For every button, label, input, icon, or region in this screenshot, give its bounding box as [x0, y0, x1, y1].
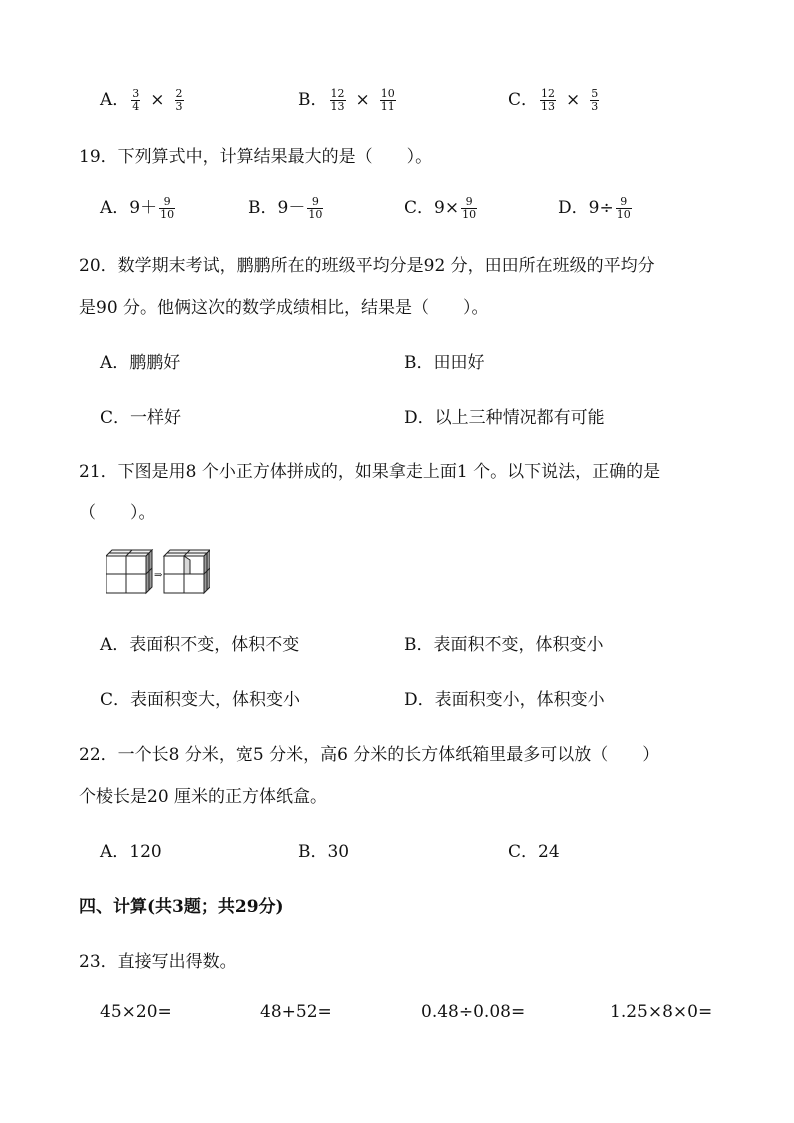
- fraction: [307, 196, 323, 221]
- numerator: 10: [380, 87, 395, 100]
- q19-option-d: [558, 193, 634, 221]
- denominator: 10: [616, 208, 631, 221]
- option-label: B．: [298, 90, 328, 110]
- q21-question-line1: 21．下图是用8 个小正方体拼成的，如果拿走上面1 个。以下说法，正确的是: [79, 462, 661, 482]
- section-title: 四、计算(共3题；共29分): [79, 897, 284, 917]
- operator: ×: [355, 90, 370, 110]
- q23-question: 23．直接写出得数。: [79, 952, 237, 972]
- q22-question-line1: 22．一个长8 分米，宽5 分米，高6 分米的长方体纸箱里最多可以放（ ）: [79, 745, 660, 765]
- fraction: [131, 88, 140, 113]
- denominator: 13: [330, 100, 345, 113]
- q20-option-b: B．田田好: [404, 353, 485, 373]
- denominator: 13: [541, 100, 556, 113]
- q18-option-b: [298, 85, 398, 113]
- denominator: 4: [132, 100, 140, 113]
- denominator: 3: [175, 100, 183, 113]
- cube-diagram: [106, 549, 210, 600]
- numerator: 12: [541, 87, 556, 100]
- expression-prefix: 9×: [434, 198, 460, 218]
- cube-after: [164, 550, 210, 593]
- fraction: [159, 196, 175, 221]
- expression-prefix: 9＋: [129, 198, 158, 218]
- option-label: B．: [248, 198, 278, 218]
- option-label: A．: [100, 90, 130, 110]
- operator: ×: [150, 90, 165, 110]
- fraction: [461, 196, 477, 221]
- cube-diagram-svg: [106, 549, 210, 595]
- q20-question-line2: 是90 分。他俩这次的数学成绩相比，结果是（ ）。: [79, 298, 489, 318]
- option-label: A．: [100, 198, 130, 218]
- numerator: 9: [465, 195, 473, 208]
- q21-option-d: D．表面积变小，体积变小: [404, 690, 605, 710]
- calc-item: 1.25×8×0=: [610, 1002, 713, 1022]
- denominator: 10: [462, 208, 477, 221]
- q19-option-c: [404, 193, 479, 221]
- fraction: [590, 88, 599, 113]
- denominator: 3: [591, 100, 599, 113]
- fraction: [380, 88, 396, 113]
- cube-before: [106, 550, 152, 593]
- option-label: C．: [508, 90, 539, 110]
- q20-option-c: C．一样好: [100, 408, 182, 428]
- numerator: 5: [591, 87, 599, 100]
- fraction: [616, 196, 632, 221]
- q21-option-c: C．表面积变大，体积变小: [100, 690, 301, 710]
- q22-option-c: C．24: [508, 842, 560, 862]
- q20-question-line1: 20．数学期末考试，鹏鹏所在的班级平均分是92 分，田田所在班级的平均分: [79, 256, 655, 276]
- fraction: [175, 88, 184, 113]
- arrow-icon: ⇒: [154, 570, 163, 581]
- numerator: 9: [620, 195, 628, 208]
- numerator: 9: [163, 195, 171, 208]
- expression-prefix: 9÷: [588, 198, 614, 218]
- calc-item: 0.48÷0.08=: [421, 1002, 526, 1022]
- denominator: 10: [160, 208, 175, 221]
- expression-prefix: 9－: [277, 198, 306, 218]
- numerator: 2: [175, 87, 183, 100]
- q21-question-line2: （ ）。: [79, 503, 156, 523]
- denominator: 11: [380, 100, 395, 113]
- option-label: C．: [404, 198, 435, 218]
- q20-option-a: A．鹏鹏好: [100, 353, 181, 373]
- numerator: 12: [330, 87, 345, 100]
- operator: ×: [566, 90, 581, 110]
- q19-question: 19．下列算式中，计算结果最大的是（ ）。: [79, 147, 433, 167]
- q21-option-a: A．表面积不变，体积不变: [100, 635, 300, 655]
- fraction: [330, 88, 346, 113]
- q18-option-a: [100, 85, 186, 113]
- q22-option-b: B．30: [298, 842, 350, 862]
- q19-option-b: [248, 193, 325, 221]
- q20-option-d: D．以上三种情况都有可能: [404, 408, 605, 428]
- numerator: 3: [132, 87, 140, 100]
- calc-item: 48+52=: [260, 1002, 332, 1022]
- q19-option-a: [100, 193, 177, 221]
- denominator: 10: [308, 208, 323, 221]
- fraction: [540, 88, 556, 113]
- q21-option-b: B．表面积不变，体积变小: [404, 635, 604, 655]
- calc-item: 45×20=: [100, 1002, 172, 1022]
- option-label: D．: [558, 198, 589, 218]
- q22-question-line2: 个棱长是20 厘米的正方体纸盒。: [79, 787, 328, 807]
- q18-option-c: [508, 85, 601, 113]
- q22-option-a: A．120: [100, 842, 162, 862]
- numerator: 9: [311, 195, 319, 208]
